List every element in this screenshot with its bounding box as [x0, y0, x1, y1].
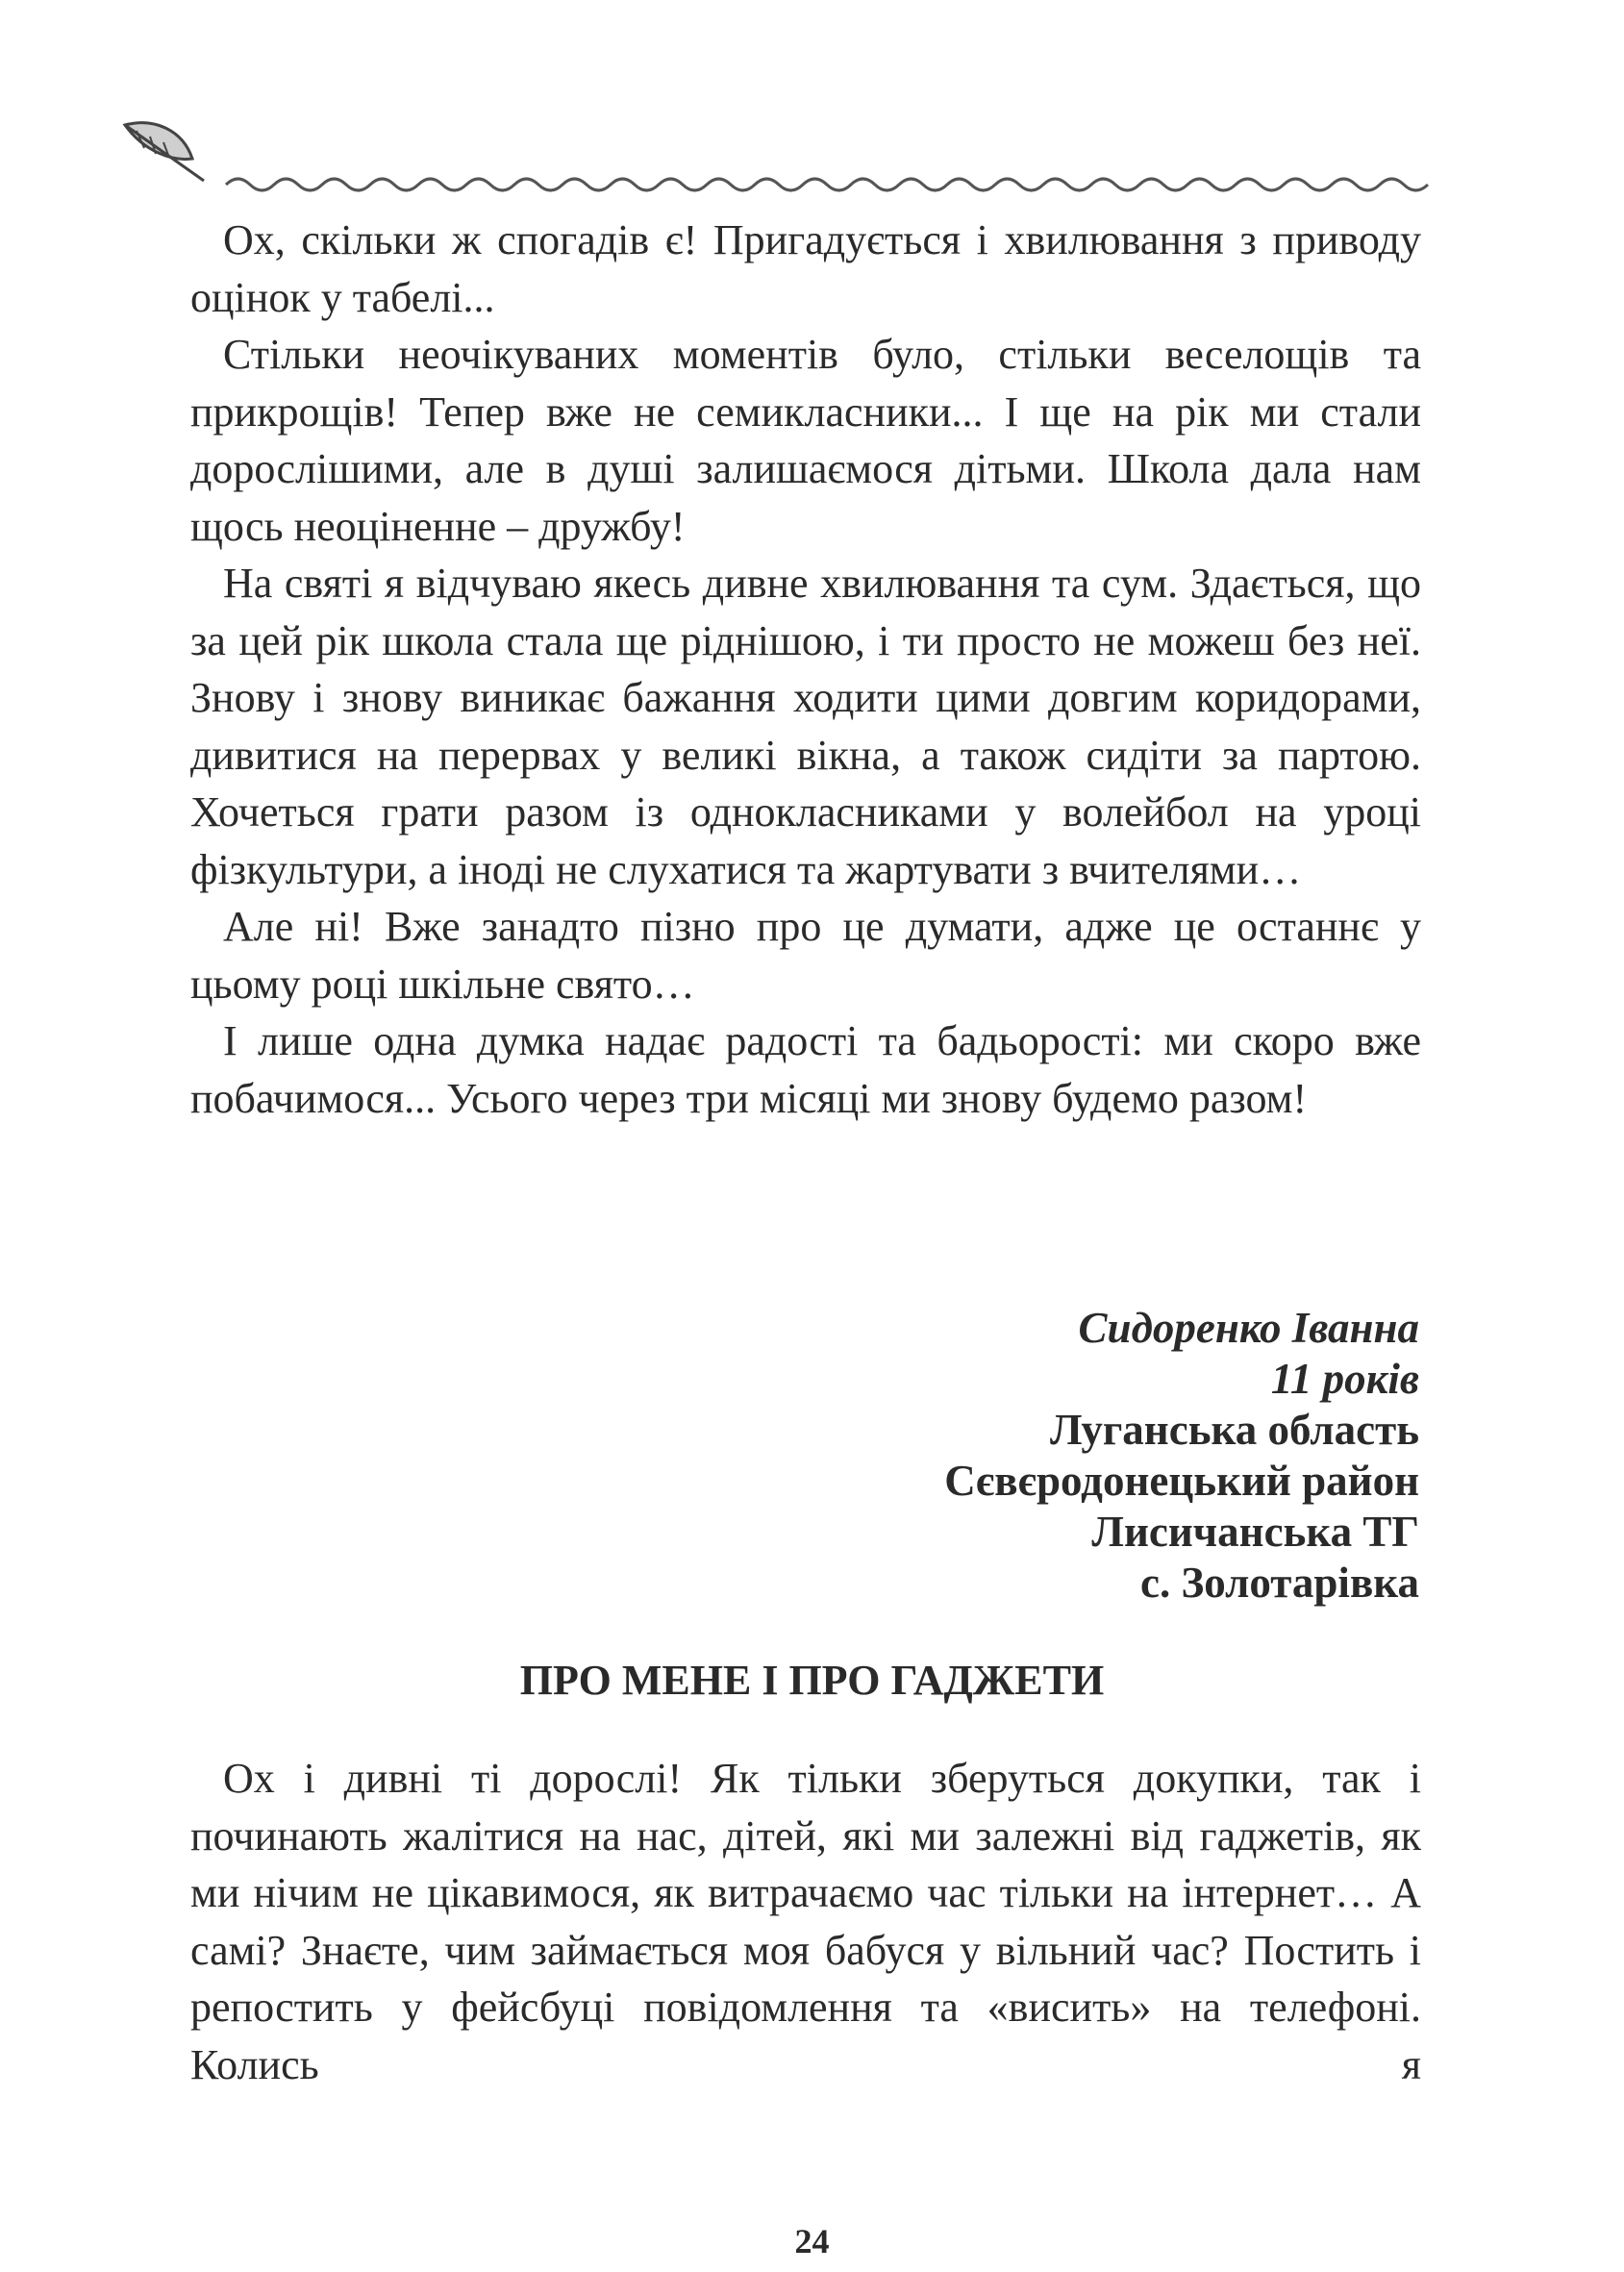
author-village: с. Золотарівка — [1139, 1559, 1419, 1607]
author-name: Сидоренко Іванна — [1078, 1304, 1419, 1352]
author-region: Луганська область — [1049, 1406, 1419, 1454]
page-number: 24 — [794, 2222, 830, 2260]
body-text-section-2 — [190, 1750, 1421, 2093]
author-community: Лисичанська ТГ — [1091, 1508, 1419, 1556]
paragraph: Стільки неочікуваних моментів було, стільки веселощів та прикрощів! Тепер вже не семикласники... І ще на рік ми стали дорослішими, але в душі залишаємося дітьми. Школа дала нам щось неоціненне – дружбу! — [190, 331, 1421, 550]
author-age: 11 років — [1270, 1355, 1419, 1403]
paragraph: На святі я відчуваю якесь дивне хвилювання та сум. Здається, що за цей рік школа стала ще ріднішою, і ти просто не можеш без неї. Знову і знову виникає бажання ходити цими довгим коридорами, дивитися на перервах у великі вікна, а також сидіти за партою. Хочеться грати разом із однокласниками у волейбол на уроці фізкультури, а іноді не слухатися та жартувати з вчителями… — [190, 560, 1421, 893]
author-signature — [944, 1303, 1419, 1609]
paragraph: Ох, скільки ж спогадів є! Пригадується і хвилювання з приводу оцінок у табелі... — [190, 216, 1421, 321]
wavy-rule — [226, 179, 1428, 190]
section-title: ПРО МЕНЕ І ПРО ГАДЖЕТИ — [519, 1657, 1105, 1704]
paragraph: Але ні! Вже занадто пізно про це думати, адже це останнє у цьому році шкільне свято… — [190, 903, 1421, 1008]
feather-icon — [125, 123, 204, 181]
author-district: Сєвєродонецький район — [944, 1457, 1419, 1505]
header-ornament — [115, 106, 1433, 202]
paragraph: Ох і дивні ті дорослі! Як тільки зберуться докупки, так і починають жалітися на нас, дітей, які ми залежні від гаджетів, як ми нічим не цікавимося, як витрачаємо час тільки на інтернет… А самі? Знаєте, чим займається моя бабуся у вільний час? Постить і репостить у фейсбуці повідомлення та «висить» на телефоні. Колись я — [190, 1755, 1421, 2088]
body-text-section-1 — [190, 212, 1421, 1127]
paragraph: І лише одна думка надає радості та бадьорості: ми скоро вже побачимося... Усього через три місяці ми знову будемо разом! — [190, 1017, 1421, 1122]
